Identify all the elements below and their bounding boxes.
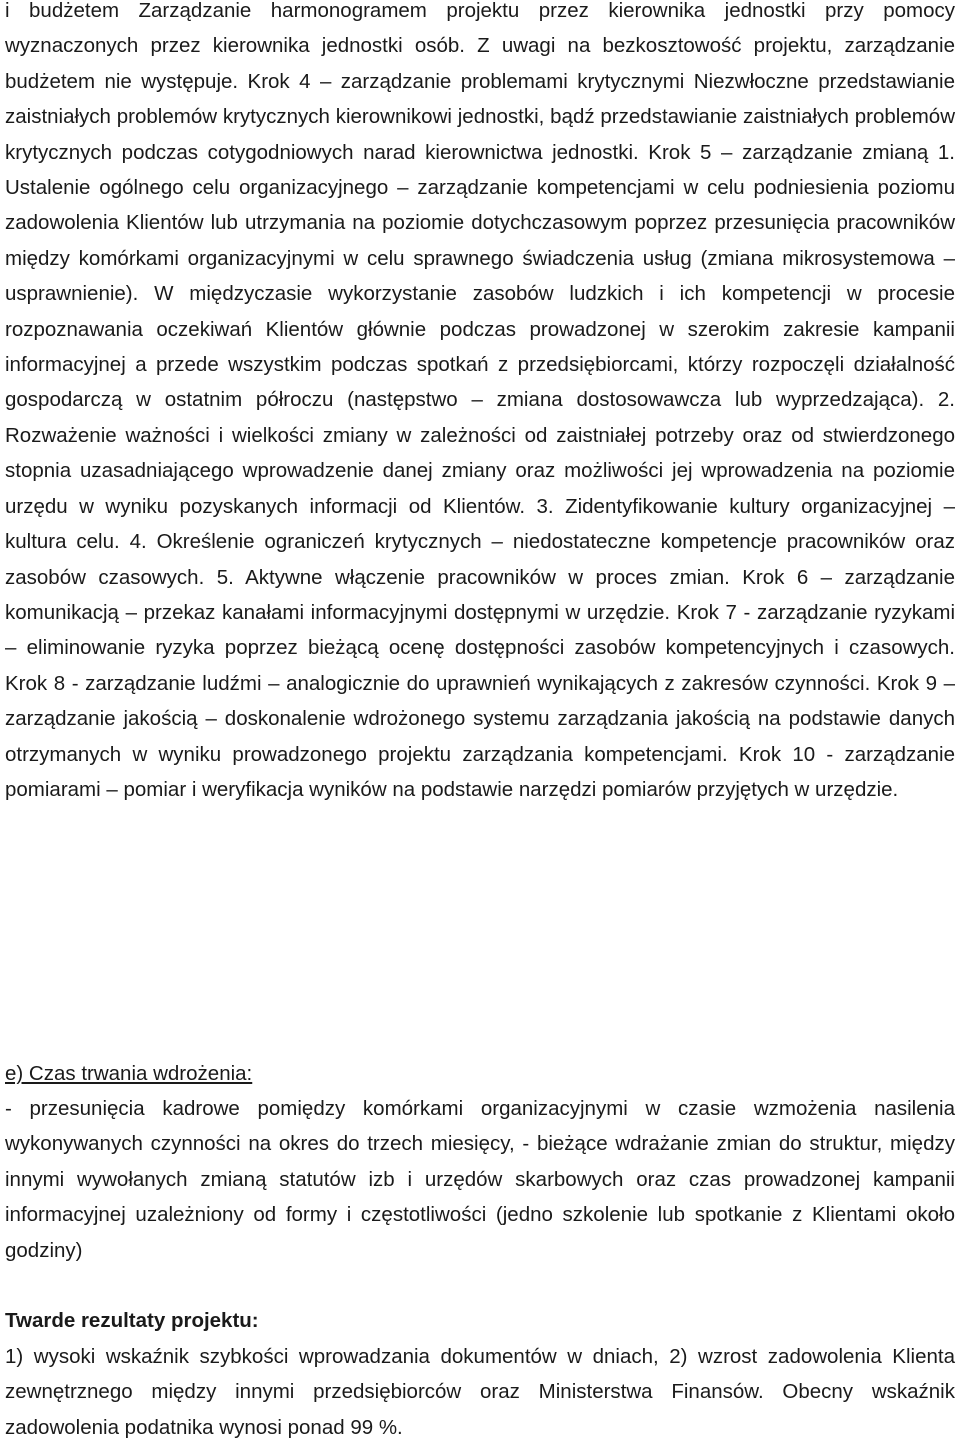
duration-heading: e) Czas trwania wdrożenia: xyxy=(5,1062,253,1085)
duration-paragraph: - przesunięcia kadrowe pomiędzy komórkami organizacyjnymi w czasie wzmożenia nasilenia wykonywanych czynności na okres do trzech miesięcy, - bieżące wdrażanie zmian do struktur, między innymi wywołanych zmianą statutów izb i urzędów skarbowych oraz czas prowadzonej kampanii informacyjnej uzależniony od formy i częstotliwości (jedno szkolenie lub spotkanie z Klientami około godziny) xyxy=(5,1097,955,1262)
results-heading: Twarde rezultaty projektu: xyxy=(5,1309,259,1332)
document-page xyxy=(5,0,955,1439)
main-paragraph: i budżetem Zarządzanie harmonogramem projektu przez kierownika jednostki przy pomocy wyznaczonych przez kierownika jednostki osób. Z uwagi na bezkosztowość projektu, zarządzanie budżetem nie występuje. Krok 4 – zarządzanie problemami krytycznymi Niezwłoczne przedstawianie zaistniałych problemów krytycznych kierownikowi jednostki, bądź przedstawianie zaistniałych problemów krytycznych podczas cotygodniowych narad kierownictwa jednostki. Krok 5 – zarządzanie zmianą 1. Ustalenie ogólnego celu organizacyjnego – zarządzanie kompetencjami w celu podniesienia poziomu zadowolenia Klientów lub utrzymania na poziomie dotychczasowym poprzez przesunięcia pracowników między komórkami organizacyjnymi w celu sprawnego świadczenia usług (zmiana mikrosystemowa – usprawnienie). W międzyczasie wykorzystanie zasobów ludzkich i ich kompetencji w procesie rozpoznawania oczekiwań Klientów głównie podczas prowadzonej w szerokim zakresie kampanii informacyjnej a przede wszystkim podczas spotkań z przedsiębiorcami, którzy rozpoczęli działalność gospodarczą w ostatnim półroczu (następstwo – zmiana dostosowawcza lub wyprzedzająca). 2. Rozważenie ważności i wielkości zmiany w zależności od zaistniałej potrzeby oraz od stwierdzonego stopnia uzasadniającego wprowadzenie danej zmiany oraz możliwości jej wprowadzenia na poziomie urzędu w wyniku pozyskanych informacji od Klientów. 3. Zidentyfikowanie kultury organizacyjnej – kultura celu. 4. Określenie ograniczeń krytycznych – niedostateczne kompetencje pracowników oraz zasobów czasowych. 5. Aktywne włączenie pracowników w proces zmian. Krok 6 – zarządzanie komunikacją – przekaz kanałami informacyjnymi dostępnymi w urzędzie. Krok 7 - zarządzanie ryzykami – eliminowanie ryzyka poprzez bieżącą ocenę dostępności zasobów kompetencyjnych i czasowych. Krok 8 - zarządzanie ludźmi – analogicznie do uprawnień wynikających z zakresów czynności. Krok 9 – zarządzanie jakością – doskonalenie wdrożonego systemu zarządzania jakością na podstawie danych otrzymanych w wyniku prowadzonego projektu zarządzania kompetencjami. Krok 10 - zarządzanie pomiarami – pomiar i weryfikacja wyników na podstawie narzędzi pomiarów przyjętych w urzędzie. xyxy=(5,0,955,801)
results-paragraph: 1) wysoki wskaźnik szybkości wprowadzania dokumentów w dniach, 2) wzrost zadowolenia Klienta zewnętrznego między innymi przedsiębiorców oraz Ministerstwa Finansów. Obecny wskaźnik zadowolenia podatnika wynosi ponad 99 %. xyxy=(5,1345,955,1439)
